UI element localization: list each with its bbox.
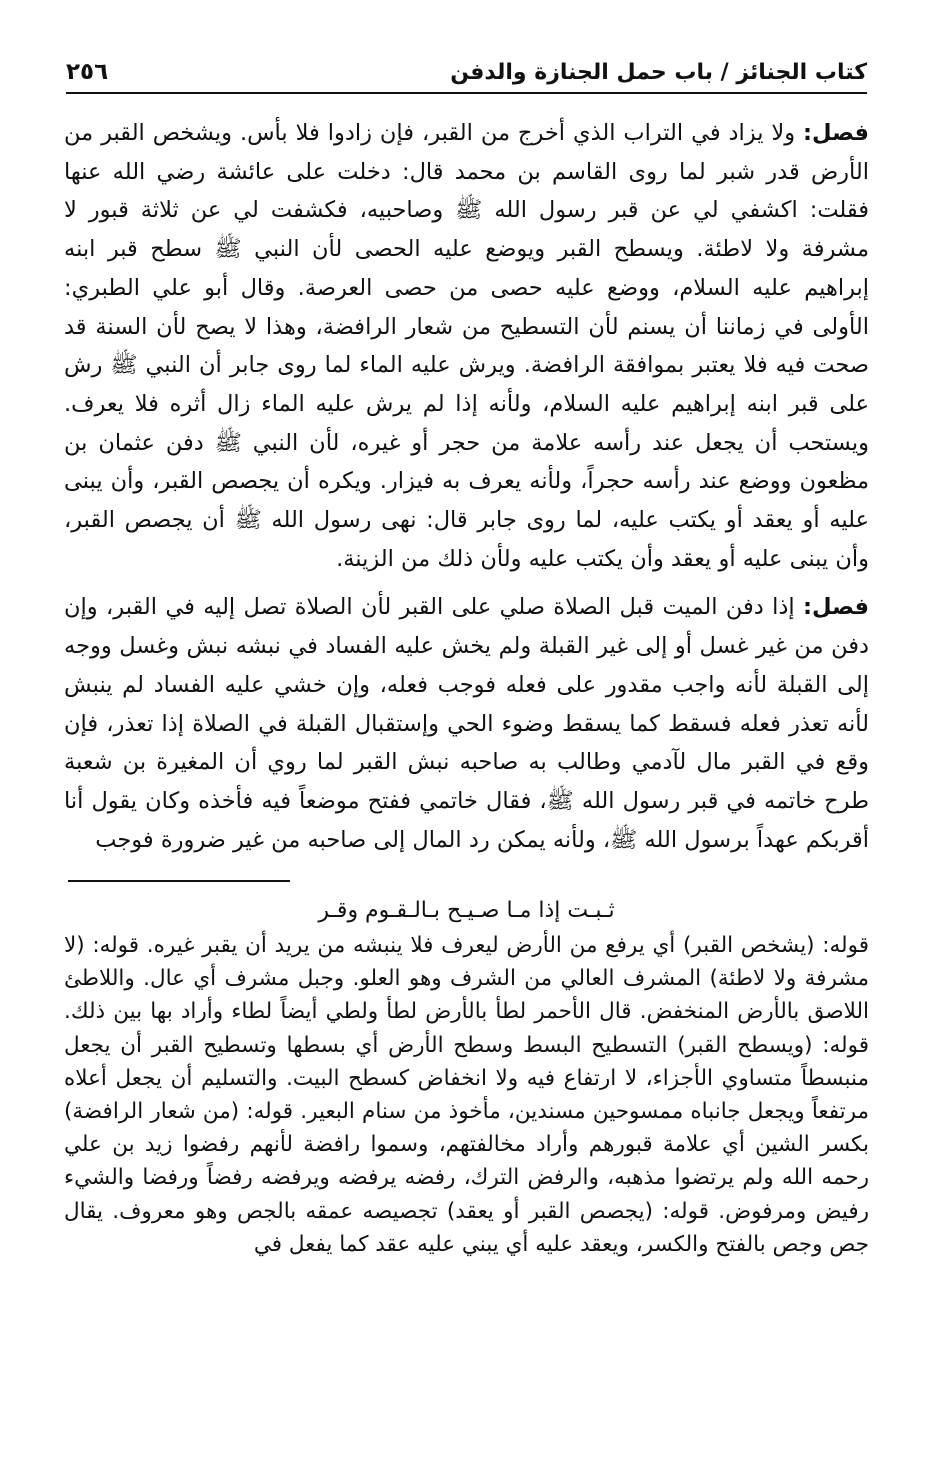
paragraph-text: ولا يزاد في التراب الذي أخرج من القبر، فإن زادوا فلا بأس. ويشخص القبر من الأرض قدر شبر لما روى القاسم بن محمد قال: دخلت على عائشة رضي الله عنها فقلت: اكشفي لي عن قبر رسول الله ﷺ وصاحبيه، فكشفت لي عن ثلاثة قبور لا مشرفة ولا لاطئة. ويسطح القبر ويوضع عليه الحصى لأن النبي ﷺ سطح قبر ابنه إبراهيم عليه السلام، ووضع عليه حصى من حصى العرصة. وقال أبو علي الطبري: الأولى في زماننا أن يسنم لأن التسطيح من شعار الرافضة، وهذا لا يصح لأن السنة قد صحت فيه فلا يعتبر بموافقة الرافضة. ويرش عليه الماء لما روى جابر أن النبي ﷺ رش على قبر ابنه إبراهيم عليه السلام، ولأنه إذا لم يرش عليه الماء زال أثره فلا يعرف. ويستحب أن يجعل عند رأسه علامة من حجر أو غيره، لأن النبي ﷺ دفن عثمان بن مظعون ووضع عند رأسه حجراً، ولأنه يعرف به فيزار. ويكره أن يجصص القبر، وأن يبنى عليه أو يعقد أو يكتب عليه، لما روى جابر قال: نهى رسول الله ﷺ أن يجصص القبر، وأن يبنى عليه أو يعقد وأن يكتب عليه ولأن ذلك من الزينة. (64, 120, 869, 572)
paragraph (64, 588, 869, 859)
page-header (66, 52, 867, 94)
section-lead: فصل: (803, 120, 869, 146)
paragraph-text: إذا دفن الميت قبل الصلاة صلي على القبر لأن الصلاة تصل إليه في القبر، وإن دفن من غير غسل أو إلى غير القبلة ولم يخش عليه الفساد في نبشه نبش وغسل ووجه إلى القبلة لأنه واجب مقدور على فعله فوجب فعله، وإن خشي عليه الفساد لم ينبش لأنه تعذر فعله فسقط كما يسقط وضوء الحي وإستقبال القبلة في الصلاة إذا تعذر، فإن وقع في القبر مال لآدمي وطالب به صاحبه نبش القبر لما روي أن المغيرة بن شعبة طرح خاتمه في قبر رسول الله ﷺ، فقال خاتمي ففتح موضعاً فيه فأخذه وكان يقول أنا أقربكم عهداً برسول الله ﷺ، ولأنه يمكن رد المال إلى صاحبه من غير ضرورة فوجب (64, 594, 869, 853)
footnotes (64, 898, 869, 1261)
page-number: ٢٥٦ (66, 59, 109, 85)
footnote-text: قوله: (يشخص القبر) أي يرفع من الأرض ليعرف فلا ينبشه من يريد أن يقبر غيره. قوله: (لا مشرفة ولا لاطئة) المشرف العالي من الشرف وهو العلو. وجبل مشرف أي عال. واللاطئ اللاصق بالأرض المنخفض. قال الأحمر لطأ بالأرض لطأ ولطي أيضاً لطاء وأراد بها بين ذلك. قوله: (ويسطح القبر) التسطيح البسط وسطح الأرض أي بسطها وتسطيح القبر أن يجعل منبسطاً متساوي الأجزاء، لا ارتفاع فيه ولا انخفاض كسطح البيت. والتسليم أن يجعل أعلاه مرتفعاً ويجعل جانباه ممسوحين مسندين، مأخوذ من سنام البعير. قوله: (من شعار الرافضة) بكسر الشين أي علامة قبورهم وأراد مخالفتهم، وسموا رافضة لأنهم رفضوا زيد بن علي رحمه الله ولم يرتضوا مذهبه، والرفض الترك، رفضه يرفضه ويرفضه رفضاً ورفضا والشيء رفيض ومرفوض. قوله: (يجصص القبر أو يعقد) تجصيصه عمقه بالجص وهو معروف. يقال جص وجص بالفتح والكسر، ويعقد عليه أي يبني عليه عقد كما يفعل في (64, 933, 869, 1257)
main-text (64, 114, 869, 869)
poetry-verse: ثـبـت إذا مـا صـيـح بـالـقـوم وقـر (318, 898, 615, 923)
paragraph (64, 114, 869, 578)
running-title: كتاب الجنائز / باب حمل الجنازة والدفن (450, 59, 867, 85)
section-lead: فصل: (803, 594, 869, 621)
footnote-divider (68, 880, 290, 882)
